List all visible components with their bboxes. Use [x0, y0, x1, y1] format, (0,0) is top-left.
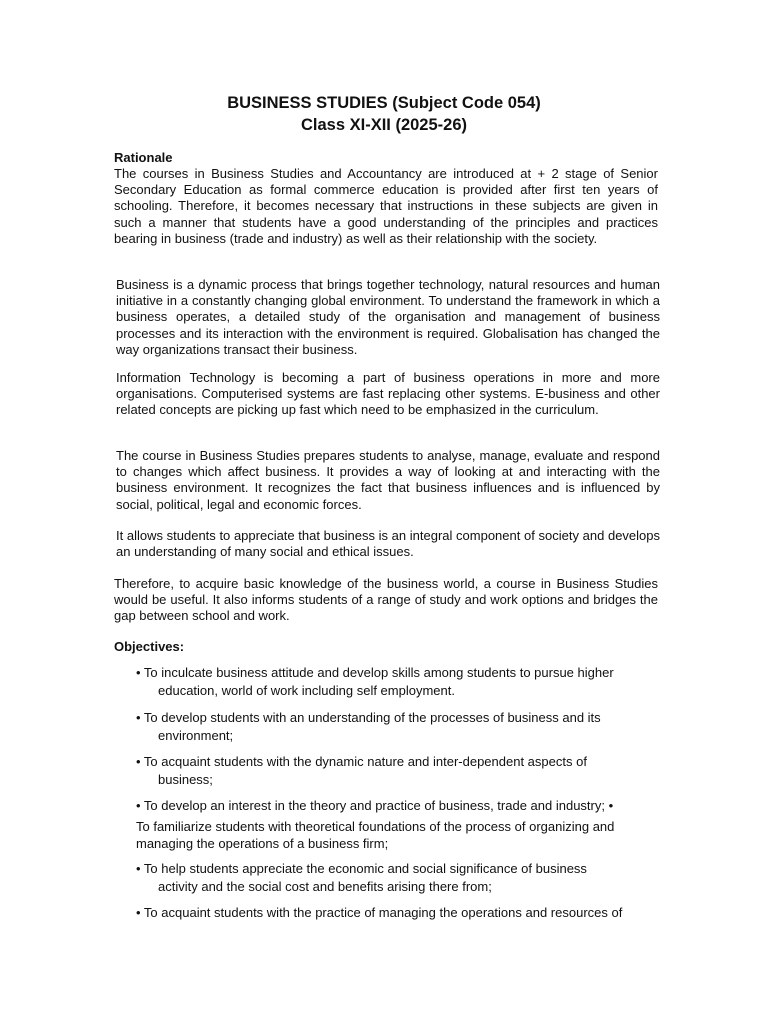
objective-line: • To develop students with an understanding of the processes of business and its — [136, 710, 601, 725]
rationale-paragraph-6: Therefore, to acquire basic knowledge of the business world, a course in Business Studies would be useful. It also informs students of a range of study and work options and bridges the gap between school and work. — [114, 576, 658, 624]
objective-line: To familiarize students with theoretical foundations of the process of organizing and — [136, 819, 615, 834]
objective-line: activity and the social cost and benefits arising there from; — [158, 879, 492, 894]
rationale-paragraph-1: The courses in Business Studies and Accountancy are introduced at + 2 stage of Senior Secondary Education as formal commerce education is provided after first ten years of schooling. Therefore, it becomes necessary that instructions in these subjects are given in such a manner that students have a good understanding of the principles and practices bearing in business (trade and industry) as well as their relationship with the society. — [114, 166, 658, 246]
objective-line: education, world of work including self employment. — [158, 683, 455, 698]
objective-item — [136, 709, 658, 745]
objective-item — [136, 904, 658, 922]
rationale-paragraph-3: Information Technology is becoming a part of business operations in more and more organisations. Computerised systems are fast replacing other systems. E-business and other related concepts are picking up fast which need to be emphasized in the curriculum. — [116, 370, 660, 418]
document-title: BUSINESS STUDIES (Subject Code 054) — [227, 94, 541, 112]
objective-line: managing the operations of a business firm; — [136, 836, 389, 851]
rationale-paragraph-5: It allows students to appreciate that business is an integral component of society and develops an understanding of many social and ethical issues. — [116, 528, 660, 560]
objective-item — [136, 753, 658, 789]
objective-line: • To acquaint students with the dynamic nature and inter-dependent aspects of — [136, 754, 587, 769]
objective-item — [136, 664, 658, 700]
document-subtitle: Class XI-XII (2025-26) — [301, 116, 467, 134]
objective-line: environment; — [158, 728, 234, 743]
objective-line: • To develop an interest in the theory and practice of business, trade and industry; • — [136, 798, 614, 813]
objective-line: • To inculcate business attitude and develop skills among students to pursue higher — [136, 665, 614, 680]
objective-line: • To acquaint students with the practice of managing the operations and resources of — [136, 905, 623, 920]
objective-item-continuation — [136, 818, 658, 852]
objectives-heading: Objectives: — [114, 639, 185, 654]
objective-line: • To help students appreciate the economic and social significance of business — [136, 861, 587, 876]
rationale-heading: Rationale — [114, 150, 173, 165]
objective-item — [136, 797, 658, 815]
rationale-paragraph-4: The course in Business Studies prepares students to analyse, manage, evaluate and respond to changes which affect business. It provides a way of looking at and interacting with the business environment. It recognizes the fact that business influences and is influenced by social, political, legal and economic forces. — [116, 448, 660, 512]
rationale-paragraph-2: Business is a dynamic process that brings together technology, natural resources and human initiative in a constantly changing global environment. To understand the framework in which a business operates, a detailed study of the organisation and management of business processes and its interaction with the environment is required. Globalisation has changed the way organizations transact their business. — [116, 277, 660, 357]
objective-line: business; — [158, 772, 213, 787]
objective-item — [136, 860, 658, 896]
